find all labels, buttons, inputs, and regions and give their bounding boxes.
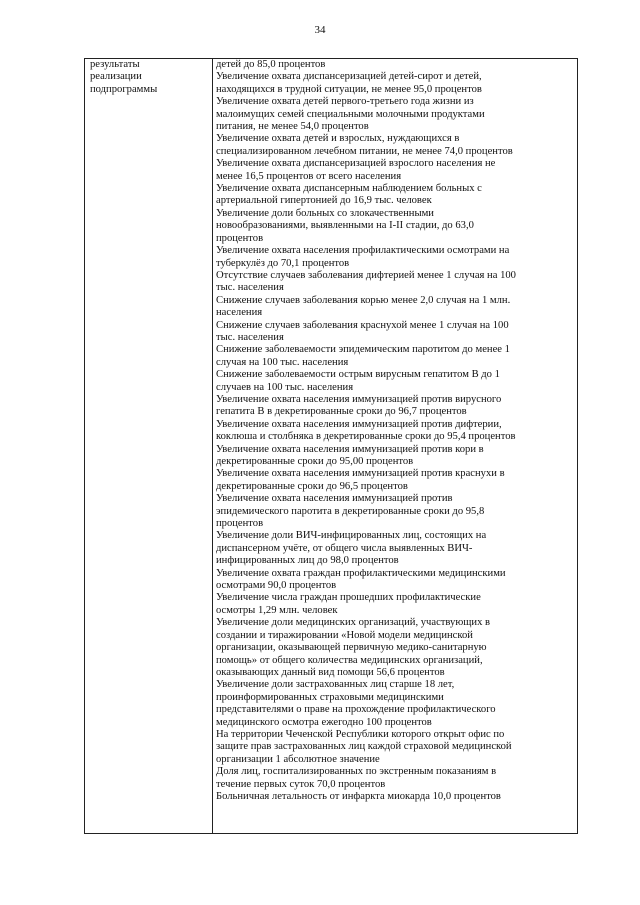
result-text-line: Увеличение доли медицинских организаций, участвующих в [216,617,491,629]
row-header-line: подпрограммы [90,83,158,95]
result-text-line: Увеличение охвата населения иммунизацией против краснухи в [216,468,505,480]
result-text-line: детей до 85,0 процентов [216,59,326,70]
result-text-line: медицинского осмотра ежегодно 100 процентов [216,716,432,728]
result-text-line: Больничная летальность от инфаркта миокарда 10,0 процентов [216,790,501,802]
result-text-line: Увеличение охвата населения иммунизацией против вирусного [216,393,502,405]
result-text-line: Увеличение охвата диспансерным наблюдением больных с [216,183,482,195]
column-divider [212,59,213,833]
result-text-line: Увеличение охвата диспансеризацией взрослого населения не [216,158,496,170]
result-text-line: Снижение заболеваемости эпидемическим паротитом до менее 1 [216,344,510,356]
row-header-line: реализации [90,71,142,83]
result-text-line: Увеличение охвата населения иммунизацией против кори в [216,443,484,455]
result-text-line: Увеличение охвата детей и взрослых, нуждающихся в [216,133,460,145]
result-text-line: декретированные сроки до 96,5 процентов [216,480,408,492]
result-text-line: коклюша и столбняка в декретированные сроки до 95,4 процентов [216,431,516,443]
result-text-line: Увеличение охвата граждан профилактическими медицинскими [216,567,506,579]
result-text-line: Увеличение охвата населения профилактическими осмотрами на [216,245,510,257]
result-text-line: осмотры 1,29 млн. человек [216,604,338,616]
result-text-line: Увеличение охвата диспансеризацией детей-сирот и детей, [216,71,482,83]
result-text-line: Увеличение доли больных со злокачественными [216,207,434,219]
result-text-line: тыс. населения [216,331,284,343]
result-text-line: Увеличение охвата населения иммунизацией против дифтерии, [216,418,502,430]
result-text-line: специализированном лечебном питании, не менее 74,0 процентов [216,145,513,157]
row-header-cell [90,59,208,96]
result-text-line: новообразованиями, выявленными на I-II стадии, до 63,0 [216,220,474,232]
result-text-line: оказывающих данный вид помощи 56,6 процентов [216,666,445,678]
page-number: 34 [314,24,326,36]
row-header-line: результаты [90,59,140,70]
result-text-line: осмотрами 90,0 процентов [216,580,337,592]
result-text-line: эпидемического паротита в декретированные сроки до 95,8 [216,505,485,517]
result-text-line: малоимущих семей специальными молочными продуктами [216,108,485,120]
result-text-line: населения [216,307,263,319]
result-text-line: Снижение случаев заболевания краснухой менее 1 случая на 100 [216,319,509,331]
result-text-line: течение первых суток 70,0 процентов [216,778,386,790]
result-text-line: менее 16,5 процентов от всего населения [216,170,402,182]
result-text-line: проинформированных страховыми медицинскими [216,691,444,703]
result-text-line: диспансерном учёте, от общего числа выявленных ВИЧ- [216,542,473,554]
result-text-line: защите прав застрахованных лиц каждой страховой медицинской [216,741,512,753]
result-text-line: артериальной гипертонией до 16,9 тыс. человек [216,195,432,207]
result-text-line: Снижение случаев заболевания корью менее 2,0 случая на 1 млн. [216,294,511,306]
results-table [84,58,578,834]
result-text-line: случая на 100 тыс. населения [216,356,349,368]
result-text-line: гепатита В в декретированные сроки до 96,7 процентов [216,406,467,418]
result-text-line: помощь» от общего количества медицинских организаций, [216,654,483,666]
result-text-line: организации 1 абсолютное значение [216,753,380,765]
result-text-line: Доля лиц, госпитализированных по экстренным показаниям в [216,766,497,778]
result-text-line: Увеличение числа граждан прошедших профилактические [216,592,481,604]
result-text-line: Увеличение доли ВИЧ-инфицированных лиц, состоящих на [216,530,487,542]
expected-results-cell [216,59,576,803]
result-text-line: тыс. населения [216,282,284,294]
result-text-line: находящихся в трудной ситуации, не менее 95,0 процентов [216,83,482,95]
result-text-line: инфицированных лиц до 98,0 процентов [216,555,399,567]
result-text-line: Увеличение доли застрахованных лиц старше 18 лет, [216,679,455,691]
result-text-line: туберкулёз до 70,1 процентов [216,257,350,269]
result-text-line: создании и тиражировании «Новой модели медицинской [216,629,473,641]
result-text-line: Отсутствие случаев заболевания дифтерией менее 1 случая на 100 [216,269,516,281]
result-text-line: Снижение заболеваемости острым вирусным гепатитом В до 1 [216,369,500,381]
result-text-line: Увеличение охвата населения иммунизацией против [216,493,453,505]
result-text-line: организации, оказывающей первичную медико-санитарную [216,642,487,654]
result-text-line: случаев на 100 тыс. населения [216,381,354,393]
result-text-line: Увеличение охвата детей первого-третьего года жизни из [216,96,474,108]
result-text-line: представителями о праве на прохождение профилактического [216,704,496,716]
result-text-line: процентов [216,518,264,530]
result-text-line: декретированные сроки до 95,00 процентов [216,456,414,467]
result-text-line: На территории Чеченской Республики которого открыт офис по [216,728,505,740]
result-text-line: процентов [216,232,264,244]
result-text-line: питания, не менее 54,0 процентов [216,121,369,133]
